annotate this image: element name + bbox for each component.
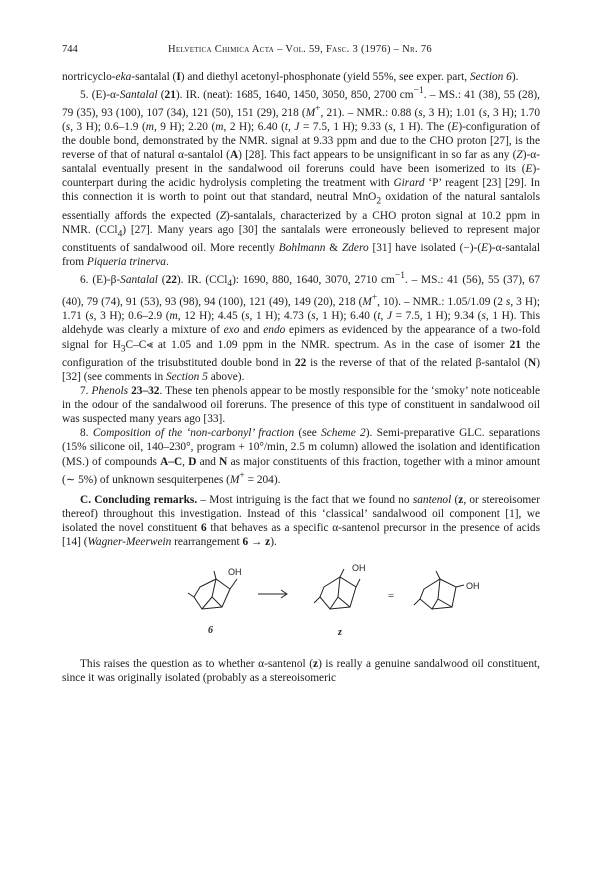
oh-label-3: OH <box>466 580 480 591</box>
compound-label-6: 6 <box>208 624 213 636</box>
scheme-drawing <box>62 549 540 655</box>
paragraph: 7. Phenols 23–32. These ten phenols appear to be mostly responsible for the ‘smoky’ note noticeable in the odour of the sandalwood oil foreruns. The presence of this type of constituent in sandalwood oil was suspected many years ago [33]. <box>62 385 541 426</box>
paragraphs <box>62 70 540 549</box>
paragraph: C. Concluding remarks. – Most intriguing is the fact that we found no santenol (z, or stereoisomer thereof) throughout this investigation. Instead of this ‘classical’ sandalwood oil component [1], we isolated the novel constituent 6 that behaves as a specific α-santenol precursor in the presence of acids [14] (Wagner-Meerwein rearrangement 6 → z). <box>62 493 540 548</box>
page-number: 744 <box>62 44 78 55</box>
paragraph: 5. (E)-α-Santalal (21). IR. (neat): 1685, 1640, 1450, 3050, 850, 2700 $cm^{-1}$. – MS.: 41 (38), 55 (28), 79 (35), 93 (100), 107 (34), 121 (50), 151 (29), 218 (M+, 21). – NMR.: 0.88 (s, 3 H); 1.01 (s, 3 H); 1.70 (s, 3 H); 0.6–1.9 (m, 9 H); 2.20 (m, 2 H); 6.40 (t, J = 7.5, 1 H); 9.33 (s, 1 H). The (E)-configuration of the double bond, demonstrated by the NMR. signal at 9.33 ppm and due to the CHO proton [27], is the reverse of that of natural α-santalol (A) [28]. This fact appears to be unsignificant in so far as any (Z)-α-santalal eventually present in the sandalwood oil foreruns could have been isomerized to its (E)-counterpart during the acidic hydrolysis completing the treatment with Girard ‘P’ reagent [23] [29]. In this connection it is worth to point out that standard, neutral MnO$_2$ oxidation of the natural santalols essentially affords the expected (Z)-santalals, characterized by a CHO proton signal at 10.2 ppm in NMR. (CCl$_4$) [27]. Many years ago [30] the santalals were erroneously believed to represent major constituents of sandalwood oil. More recently Bohlmann & Zdero [31] have isolated (−)-(E)-α-santalal from Piqueria trinerva. <box>62 86 540 269</box>
running-header <box>62 44 538 58</box>
compound-label-z: z <box>338 626 342 638</box>
closing-paragraph <box>62 657 540 685</box>
oh-label-1: OH <box>228 566 242 577</box>
paragraph: 8. Composition of the ‘non-carbonyl’ fraction (see Scheme 2). Semi-preparative GLC. separations (15% silicone oil, 140–230°, program + 10°/min, 2.5 m column) allowed the isolation and identification (MS.) of compounds A–C, D and N as major constituents of this fraction, together with a minor amount (∼ 5%) of unknown sesquiterpenes (M+ = 204). <box>62 427 540 486</box>
molecule-z-alt <box>414 571 464 609</box>
paragraph: This raises the question as to whether α-santenol (z) is really a genuine sandalwood oil constituent, since it was originally isolated (probably as a stereoisomeric <box>62 657 541 684</box>
running-title: Helvetica Chimica Acta – Vol. 59, Fasc. 3 (1976) – Nr. 76 <box>168 44 432 55</box>
oh-label-2: OH <box>352 562 366 573</box>
reaction-scheme <box>62 549 540 655</box>
equals-sign: = <box>388 589 395 602</box>
paragraph: nortricyclo-eka-santalal (I) and diethyl acetonyl-phosphonate (yield 55%, see exper. part, Section 6). <box>62 71 519 83</box>
molecule-z <box>314 569 360 609</box>
body-text <box>62 70 540 685</box>
paragraph: 6. (E)-β-Santalal (22). IR. (CCl$_4$): 1690, 880, 1640, 3070, 2710 $cm^{-1}$. – MS.: 41 (56), 55 (37), 67 (40), 79 (74), 91 (53), 93 (98), 94 (100), 121 (49), 149 (20), 218 (M+, 10). – NMR.: 1.05/1.09 (2 s, 3 H); 1.71 (s, 3 H); 0.6–2.9 (m, 12 H); 4.45 (s, 1 H); 4.73 (s, 1 H); 6.40 (t, J = 7.5, 1 H); 9.34 (s, 1 H). This aldehyde was clearly a mixture of exo and endo epimers as evidenced by the appearance of a two-fold signal for $H_3C-C⪡$ at 1.05 and 1.09 ppm in the NMR. spectrum. As in the case of isomer 21 the configuration of the trisubstituted double bond in 22 is the reverse of that of the related β-santalol (N) [32] (see comments in Section 5 above). <box>62 271 540 383</box>
